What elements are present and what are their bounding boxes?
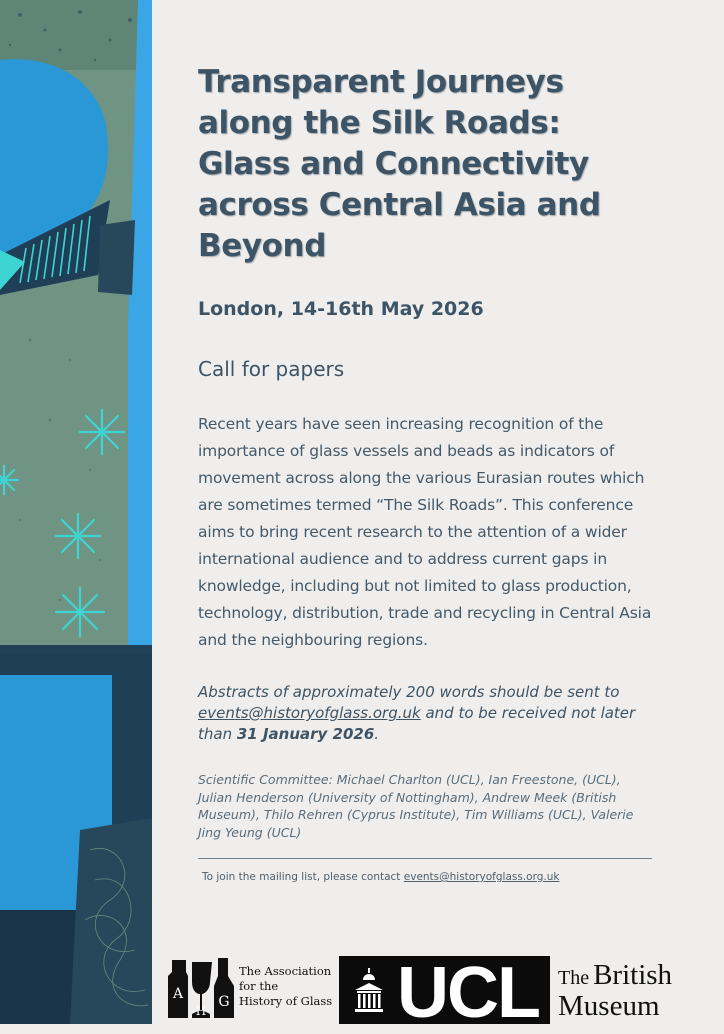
event-title — [198, 62, 688, 267]
aahg-letter-h: H — [195, 1004, 207, 1018]
sponsor-logos — [166, 953, 724, 1033]
abstract-line: than — [198, 725, 237, 743]
flyer-content — [198, 62, 688, 883]
ucl-portico-icon — [349, 956, 389, 1024]
body-line: importance of glass vessels and beads as indicators of — [198, 442, 615, 460]
title-line: Beyond — [198, 228, 327, 264]
body-line: are sometimes termed “The Silk Roads”. This conference — [198, 496, 634, 514]
bm-british: British — [593, 959, 673, 991]
ucl-wordmark: UCL — [397, 953, 539, 1033]
bm-museum: Museum — [558, 990, 660, 1022]
abstract-deadline: 31 January 2026 — [236, 725, 375, 743]
committee-line: Museum), Thilo Rehren (Cyprus Institute), Tim Williams (UCL), Valerie — [198, 807, 634, 822]
decorative-artwork — [0, 0, 152, 1024]
abstract-line: . — [374, 725, 380, 743]
abstract-line: and to be received not later — [420, 704, 636, 722]
abstract-line: Abstracts of approximately 200 words should be sent to — [198, 683, 620, 701]
title-line: across Central Asia and — [198, 187, 601, 223]
bm-the: The — [558, 967, 590, 989]
abstract-instructions — [198, 682, 668, 745]
title-line: Transparent Journeys — [198, 64, 564, 100]
title-line: Glass and Connectivity — [198, 146, 589, 182]
abstract-email-link[interactable]: events@historyofglass.org.uk — [198, 704, 421, 722]
aahg-line: for the — [239, 979, 279, 993]
aahg-logo — [166, 956, 336, 1024]
body-line: Recent years have seen increasing recognition of the — [198, 415, 604, 433]
mailing-text: To join the mailing list, please contact — [202, 871, 404, 883]
body-line: movement across along the various Eurasian routes which — [198, 469, 645, 487]
body-line: international audience and to address current gaps in — [198, 550, 607, 568]
committee-line: Jing Yeung (UCL) — [198, 824, 302, 840]
scientific-committee — [198, 771, 668, 841]
ucl-logo — [339, 953, 550, 1033]
call-for-papers-heading: Call for papers — [198, 357, 345, 381]
description-paragraph — [198, 411, 678, 654]
british-museum-logo — [558, 959, 724, 1024]
mailing-list-note — [202, 871, 559, 883]
aahg-letter-a: A — [172, 986, 184, 1002]
aahg-letter-g: G — [218, 994, 230, 1010]
aahg-line: The Association — [239, 964, 332, 978]
committee-line: Scientific Committee: Michael Charlton (UCL), Ian Freestone, (UCL), — [198, 772, 621, 787]
body-line: technology, distribution, trade and recycling in Central Asia — [198, 604, 652, 622]
body-line: aims to bring recent research to the attention of a wider — [198, 523, 627, 541]
mailing-email-link[interactable]: events@historyofglass.org.uk — [403, 871, 560, 883]
aahg-line: History of Glass — [239, 994, 333, 1008]
event-dates: London, 14-16th May 2026 — [198, 298, 484, 320]
title-line: along the Silk Roads: — [198, 105, 561, 141]
committee-line: Julian Henderson (University of Nottingham), Andrew Meek (British — [198, 789, 617, 805]
aahg-emblem-icon — [166, 956, 236, 1024]
aahg-name — [239, 964, 339, 1009]
divider — [198, 858, 652, 859]
body-line: knowledge, including but not limited to glass production, — [198, 577, 632, 595]
body-line: and the neighbouring regions. — [198, 631, 428, 649]
